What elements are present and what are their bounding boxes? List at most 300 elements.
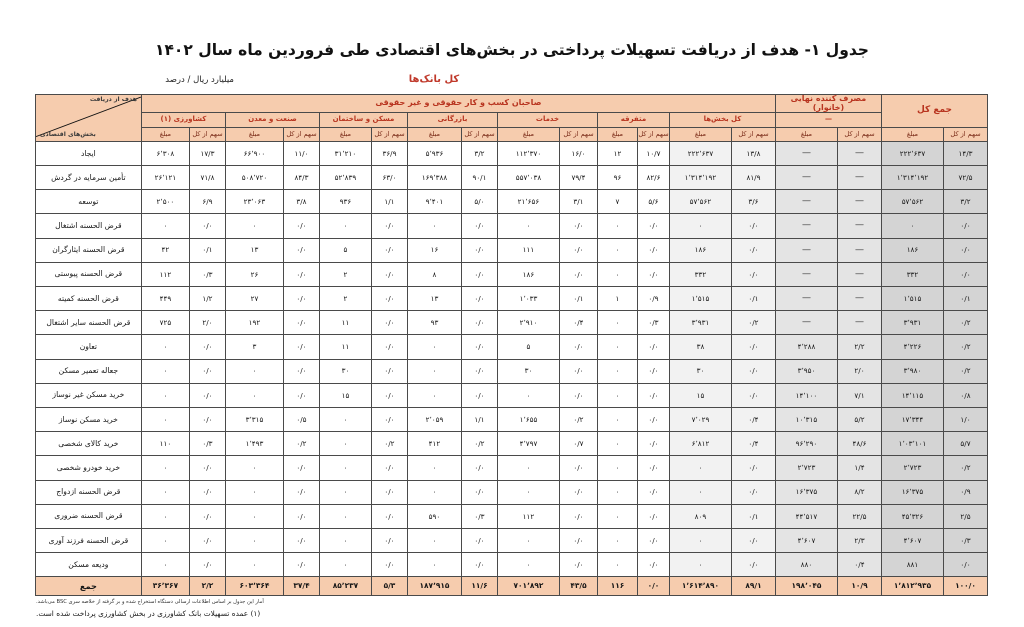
table-cell: ۲ <box>319 262 371 286</box>
table-cell: — <box>775 141 837 165</box>
table-cell: ۳۳۲ <box>881 262 943 286</box>
table-cell: ۱۶٬۳۷۵ <box>881 480 943 504</box>
table-cell: ۰/۲ <box>731 311 775 335</box>
table-cell: ۰ <box>407 214 461 238</box>
table-cell: ۰ <box>597 214 637 238</box>
table-header <box>35 95 987 142</box>
total-cell: ۶۰۳٬۳۶۴ <box>225 577 283 596</box>
table-row <box>35 504 987 528</box>
table-cell: ۰/۰ <box>559 359 597 383</box>
table-cell: ۰/۰ <box>559 383 597 407</box>
table-cell: — <box>775 166 837 190</box>
table-cell: ۷/۱ <box>837 383 881 407</box>
header-all-sectors: کل بخش‌ها <box>669 112 775 127</box>
table-cell: ۱٬۰۳٬۱۰۱ <box>881 432 943 456</box>
table-cell: ۴۱۲ <box>407 432 461 456</box>
table-cell: ۳۰ <box>319 359 371 383</box>
row-label: قرض الحسنه پیوستی <box>35 262 141 286</box>
table-cell: ۱۹۲ <box>225 311 283 335</box>
table-cell: ۳ <box>225 335 283 359</box>
table-cell: ۴۸/۶ <box>837 432 881 456</box>
table-cell: ۸۴/۳ <box>283 166 319 190</box>
table-cell: ۰ <box>141 456 189 480</box>
corner-label-sectors: بخش‌های اقتصادی <box>39 131 96 139</box>
table-cell: ۰ <box>497 553 559 577</box>
header-final-consumer: مصرف کننده نهایی (خانوار) <box>775 95 881 113</box>
table-cell: ۰/۰ <box>461 311 497 335</box>
leaf-share-allsectors: سهم از کل <box>731 127 775 141</box>
corner-header <box>35 95 141 142</box>
table-cell: ۰/۰ <box>371 504 407 528</box>
header-grand-total: جمع کل <box>881 95 987 128</box>
table-row <box>35 359 987 383</box>
table-cell: ۰ <box>141 528 189 552</box>
table-cell: ۷۱/۸ <box>189 166 225 190</box>
row-label: توسعه <box>35 190 141 214</box>
table-cell: ۰/۰ <box>944 214 988 238</box>
table-cell: ۰ <box>597 480 637 504</box>
table-cell: ۱۶/۰ <box>559 141 597 165</box>
table-row <box>35 407 987 431</box>
table-cell: ۶٬۸۱۲ <box>669 432 731 456</box>
table-cell: ۴۲ <box>141 238 189 262</box>
table-cell: ۰ <box>597 407 637 431</box>
table-cell: ۰/۰ <box>461 335 497 359</box>
table-cell: ۵٬۹۳۶ <box>407 141 461 165</box>
table-cell: ۰/۱ <box>944 287 988 311</box>
table-cell: ۹۳۶ <box>319 190 371 214</box>
total-cell: ۵/۳ <box>371 577 407 596</box>
table-cell: ۱۷/۳ <box>189 141 225 165</box>
table-cell: ۰ <box>319 214 371 238</box>
table-cell: ۰/۳ <box>461 504 497 528</box>
all-banks-label: کل بانک‌ها <box>408 74 460 86</box>
table-cell: ۰/۰ <box>559 456 597 480</box>
table-cell: ۳۶/۹ <box>371 141 407 165</box>
table-cell: ۰/۰ <box>189 528 225 552</box>
table-cell: ۰ <box>407 553 461 577</box>
table-cell: ۰ <box>597 553 637 577</box>
table-cell: — <box>837 190 881 214</box>
table-cell: ۰/۲ <box>944 359 988 383</box>
table-cell: ۵/۷ <box>944 432 988 456</box>
table-cell: ۱۴/۳ <box>944 141 988 165</box>
financial-table <box>35 94 988 596</box>
table-cell: ۰/۴ <box>837 553 881 577</box>
table-cell: — <box>837 262 881 286</box>
table-cell: — <box>775 287 837 311</box>
table-cell: ۰ <box>319 456 371 480</box>
table-cell: ۳/۲ <box>461 141 497 165</box>
footnote-source: آمار این جدول بر اساس اطلاعات ارسالی دستگاه استخراج شده و بر گرفته از خلاصه سری BSC می‌باشد. <box>36 599 264 606</box>
table-cell: ۰/۰ <box>371 262 407 286</box>
table-cell: ۰/۰ <box>371 335 407 359</box>
row-label: قرض الحسنه ضروری <box>35 504 141 528</box>
leaf-share-consumer: سهم از کل <box>837 127 881 141</box>
table-cell: ۰/۰ <box>371 553 407 577</box>
total-cell: ۱٬۸۱۲٬۹۳۵ <box>881 577 943 596</box>
table-cell: ۰ <box>141 407 189 431</box>
row-label: قرض الحسنه اشتغال <box>35 214 141 238</box>
table-row <box>35 287 987 311</box>
table-row <box>35 262 987 286</box>
table-cell: ۵ <box>497 335 559 359</box>
table-cell: ۰/۰ <box>283 359 319 383</box>
leaf-amount-misc: مبلغ <box>597 127 637 141</box>
leaf-amount-housing: مبلغ <box>319 127 371 141</box>
header-final-consumer-sub: — <box>775 112 881 127</box>
table-cell: ۰/۰ <box>189 335 225 359</box>
table-cell: ۱٬۵۱۵ <box>881 287 943 311</box>
row-label: خرید مسکن غیر نوساز <box>35 383 141 407</box>
table-cell: ۰ <box>319 480 371 504</box>
table-cell: ۱۳ <box>225 238 283 262</box>
table-cell: ۰/۱ <box>731 504 775 528</box>
table-cell: ۵۵۷٬۰۳۸ <box>497 166 559 190</box>
table-cell: ۰/۳ <box>944 528 988 552</box>
table-cell: ۱۴٬۱۰۰ <box>775 383 837 407</box>
table-cell: ۲٬۹۱۰ <box>497 311 559 335</box>
leaf-share-industry: سهم از کل <box>283 127 319 141</box>
table-cell: ۷۹/۴ <box>559 166 597 190</box>
table-cell: ۰ <box>141 480 189 504</box>
table-cell: ۴٬۷۹۷ <box>497 432 559 456</box>
table-cell: ۰ <box>141 335 189 359</box>
table-cell: ۰/۴ <box>731 407 775 431</box>
row-label: قرض الحسنه ازدواج <box>35 480 141 504</box>
leaf-amount-services: مبلغ <box>497 127 559 141</box>
table-cell: ۳٬۳۱۵ <box>225 407 283 431</box>
header-subgroup-row <box>35 112 987 127</box>
corner-label-purpose: هدف از دریافت <box>89 96 137 104</box>
table-cell: ۳۰ <box>669 359 731 383</box>
table-cell: ۳۱٬۲۱۰ <box>319 141 371 165</box>
table-cell: ۰ <box>597 311 637 335</box>
table-cell: ۰/۰ <box>461 359 497 383</box>
table-cell: ۰/۱ <box>559 287 597 311</box>
row-label: ودیعه مسکن <box>35 553 141 577</box>
leaf-share-grand: سهم از کل <box>944 127 988 141</box>
table-cell: ۴۴۹ <box>141 287 189 311</box>
table-cell: ۰/۰ <box>283 383 319 407</box>
table-cell: ۰/۰ <box>731 238 775 262</box>
table-cell: ۰ <box>141 383 189 407</box>
header-business-owners: صاحبان کسب و کار حقوقی و غیر حقوقی <box>141 95 775 113</box>
table-cell: ۰/۰ <box>731 335 775 359</box>
table-cell: ۰/۰ <box>283 504 319 528</box>
row-label: خرید خودرو شخصی <box>35 456 141 480</box>
table-cell: ۱۱۲٬۳۷۰ <box>497 141 559 165</box>
table-cell: ۲۳٬۰۶۳ <box>225 190 283 214</box>
table-cell: ۱۶٬۳۷۵ <box>775 480 837 504</box>
table-cell: ۰ <box>669 214 731 238</box>
table-cell: ۰/۰ <box>559 238 597 262</box>
table-row <box>35 383 987 407</box>
table-row <box>35 238 987 262</box>
leaf-share-housing: سهم از کل <box>371 127 407 141</box>
table-cell: ۰/۰ <box>189 456 225 480</box>
table-cell: ۰/۴ <box>731 432 775 456</box>
table-cell: ۴۵٬۳۲۶ <box>881 504 943 528</box>
table-cell: ۱۰٬۳۱۵ <box>775 407 837 431</box>
table-cell: ۰ <box>597 238 637 262</box>
total-cell: ۳۶٬۳۶۷ <box>141 577 189 596</box>
table-cell: ۰ <box>319 528 371 552</box>
table-cell: ۵۹۰ <box>407 504 461 528</box>
table-cell: ۶/۹ <box>189 190 225 214</box>
table-cell: ۰ <box>319 504 371 528</box>
table-cell: ۱۱ <box>319 311 371 335</box>
table-cell: ۰/۱ <box>189 238 225 262</box>
table-cell: ۰ <box>669 528 731 552</box>
table-cell: ۱۲ <box>597 141 637 165</box>
row-label: تعاون <box>35 335 141 359</box>
page-title: جدول ۱- هدف از دریافت تسهیلات پرداختی در بخش‌های اقتصادی طی فروردین ماه سال ۱۴۰۲ <box>155 41 869 59</box>
table-cell: ۵/۶ <box>637 190 669 214</box>
table-cell: ۰ <box>597 335 637 359</box>
table-cell: ۰/۰ <box>371 383 407 407</box>
table-row <box>35 166 987 190</box>
table-cell: ۵/۰ <box>461 190 497 214</box>
table-cell: ۰/۴ <box>559 311 597 335</box>
table-cell: ۴۴٬۵۱۷ <box>775 504 837 528</box>
table-cell: ۰ <box>407 456 461 480</box>
table-cell: ۰/۰ <box>461 383 497 407</box>
table-cell: ۰/۰ <box>283 528 319 552</box>
table-cell: ۰/۰ <box>731 359 775 383</box>
table-cell: — <box>775 311 837 335</box>
table-cell: ۳٬۹۳۱ <box>881 311 943 335</box>
table-cell: — <box>837 166 881 190</box>
header-commerce: بازرگانی <box>407 112 497 127</box>
row-label: خرید کالای شخصی <box>35 432 141 456</box>
header-group-row <box>35 95 987 113</box>
table-cell: ۱۸۶ <box>497 262 559 286</box>
table-cell: ۰/۰ <box>189 214 225 238</box>
table-cell: ۰/۰ <box>559 262 597 286</box>
table-cell: ۰ <box>597 504 637 528</box>
table-cell: ۰ <box>141 214 189 238</box>
table-cell: ۰ <box>141 553 189 577</box>
table-cell: ۴٬۲۲۶ <box>881 335 943 359</box>
table-cell: ۰/۳ <box>189 432 225 456</box>
table-cell: ۰/۰ <box>371 359 407 383</box>
table-cell: ۰/۲ <box>944 456 988 480</box>
table-cell: ۲/۳ <box>837 528 881 552</box>
table-cell: ۰/۰ <box>559 504 597 528</box>
table-cell: ۰/۰ <box>637 383 669 407</box>
table-cell: ۱۱۰ <box>141 432 189 456</box>
table-cell: ۰/۰ <box>731 553 775 577</box>
table-cell: ۰ <box>597 432 637 456</box>
table-cell: ۰ <box>141 359 189 383</box>
table-row <box>35 553 987 577</box>
table-cell: ۰ <box>319 407 371 431</box>
row-label: تأمین سرمایه در گردش <box>35 166 141 190</box>
table-cell: ۵۰۸٬۷۲۰ <box>225 166 283 190</box>
table-cell: ۴٬۲۸۸ <box>775 335 837 359</box>
table-cell: ۰ <box>407 480 461 504</box>
table-cell: ۰ <box>597 383 637 407</box>
footnotes <box>36 599 988 618</box>
table-cell: ۰/۰ <box>371 214 407 238</box>
table-cell: ۱۰/۷ <box>637 141 669 165</box>
leaf-share-agriculture: سهم از کل <box>189 127 225 141</box>
header-agriculture: کشاورزی (۱) <box>141 112 225 127</box>
table-cell: ۵ <box>319 238 371 262</box>
table-cell: ۰/۵ <box>283 407 319 431</box>
table-cell: ۵۲٬۸۳۹ <box>319 166 371 190</box>
table-row <box>35 432 987 456</box>
table-cell: ۲٬۵۰۰ <box>141 190 189 214</box>
table-cell: ۲/۰ <box>837 359 881 383</box>
table-cell: ۰ <box>497 528 559 552</box>
table-total-row <box>35 577 987 596</box>
table-cell: ۰/۳ <box>189 262 225 286</box>
table-cell: ۵۷٬۵۶۲ <box>881 190 943 214</box>
table-cell: ۰/۰ <box>731 456 775 480</box>
table-row <box>35 190 987 214</box>
table-cell: ۰ <box>669 456 731 480</box>
table-cell: ۱۶ <box>407 238 461 262</box>
table-cell: ۷٬۰۲۹ <box>669 407 731 431</box>
table-cell: ۰ <box>319 432 371 456</box>
table-cell: ۰/۰ <box>637 214 669 238</box>
table-cell: ۱٬۵۱۵ <box>669 287 731 311</box>
table-cell: ۰/۰ <box>559 553 597 577</box>
row-label: قرض الحسنه فرزند آوری <box>35 528 141 552</box>
table-cell: ۰/۰ <box>371 528 407 552</box>
table-cell: ۵۷٬۵۶۲ <box>669 190 731 214</box>
table-cell: ۲/۰ <box>189 311 225 335</box>
table-cell: ۱/۴ <box>837 456 881 480</box>
table-cell: ۰ <box>407 335 461 359</box>
table-cell: ۲/۵ <box>944 504 988 528</box>
header-industry: صنعت و معدن <box>225 112 319 127</box>
table-cell: ۰/۰ <box>371 480 407 504</box>
table-cell: — <box>775 238 837 262</box>
table-row <box>35 214 987 238</box>
table-cell: ۲۷ <box>225 287 283 311</box>
table-cell: ۳۳۲ <box>669 262 731 286</box>
table-cell: ۰/۰ <box>637 528 669 552</box>
table-cell: ۱۱۱ <box>497 238 559 262</box>
table-cell: ۱ <box>597 287 637 311</box>
table-cell: ۲٬۷۲۳ <box>775 456 837 480</box>
total-row-label: جمع <box>35 577 141 596</box>
table-body <box>35 141 987 595</box>
table-cell: ۰/۰ <box>637 456 669 480</box>
table-cell: ۰/۹ <box>637 287 669 311</box>
row-label: قرض الحسنه سایر اشتغال <box>35 311 141 335</box>
table-cell: ۸۸۱ <box>881 553 943 577</box>
table-cell: ۰/۲ <box>283 432 319 456</box>
table-cell: ۰ <box>225 456 283 480</box>
table-cell: ۰ <box>225 528 283 552</box>
table-cell: ۹۶ <box>597 166 637 190</box>
table-cell: ۶۳/۰ <box>371 166 407 190</box>
leaf-amount-grand: مبلغ <box>881 127 943 141</box>
table-cell: ۶۶٬۹۰۰ <box>225 141 283 165</box>
table-cell: ۰ <box>669 553 731 577</box>
table-cell: ۰/۰ <box>189 407 225 431</box>
total-cell: ۱۰۰/۰ <box>944 577 988 596</box>
table-cell: ۰/۰ <box>283 456 319 480</box>
table-cell: ۰/۰ <box>283 238 319 262</box>
table-cell: — <box>837 287 881 311</box>
table-cell: ۸۰۹ <box>669 504 731 528</box>
header-misc: متفرقه <box>597 112 669 127</box>
row-label: قرض الحسنه کمیته <box>35 287 141 311</box>
table-cell: — <box>837 214 881 238</box>
table-cell: ۱/۱ <box>371 190 407 214</box>
table-cell: ۰/۰ <box>559 528 597 552</box>
table-cell: ۰ <box>319 553 371 577</box>
table-cell: ۱/۱ <box>461 407 497 431</box>
table-cell: ۰/۰ <box>371 238 407 262</box>
table-cell: ۱۱/۰ <box>283 141 319 165</box>
table-cell: — <box>775 190 837 214</box>
table-cell: ۱۷٬۳۴۴ <box>881 407 943 431</box>
table-cell: ۰ <box>597 359 637 383</box>
table-cell: ۱۵ <box>319 383 371 407</box>
table-row <box>35 480 987 504</box>
table-cell: ۰/۰ <box>371 456 407 480</box>
table-cell: ۰/۰ <box>559 214 597 238</box>
table-cell: ۰/۰ <box>559 480 597 504</box>
table-cell: ۰/۰ <box>637 432 669 456</box>
table-cell: — <box>837 141 881 165</box>
table-cell: ۹۰/۱ <box>461 166 497 190</box>
table-cell: ۰/۰ <box>731 528 775 552</box>
table-cell: ۰/۰ <box>189 480 225 504</box>
table-cell: ۰/۲ <box>944 335 988 359</box>
table-cell: ۹۳ <box>407 311 461 335</box>
table-cell: ۰/۰ <box>461 214 497 238</box>
table-cell: ۰/۰ <box>371 287 407 311</box>
total-cell: ۱۱/۶ <box>461 577 497 596</box>
table-cell: ۱/۰ <box>944 407 988 431</box>
table-cell: ۵/۲ <box>837 407 881 431</box>
table-cell: ۰/۰ <box>731 480 775 504</box>
table-cell: ۲۲/۵ <box>837 504 881 528</box>
table-cell: — <box>837 311 881 335</box>
table-cell: ۳٬۹۵۰ <box>775 359 837 383</box>
table-cell: ۰ <box>497 383 559 407</box>
table-row <box>35 141 987 165</box>
table-cell: ۰ <box>225 383 283 407</box>
total-cell: ۱٬۶۱۴٬۸۹۰ <box>669 577 731 596</box>
table-cell: ۰/۰ <box>461 528 497 552</box>
table-cell: ۰/۰ <box>189 383 225 407</box>
caption-row <box>0 74 1024 94</box>
table-cell: ۰ <box>225 480 283 504</box>
table-cell: ۰/۰ <box>283 214 319 238</box>
table-cell: ۹٬۴۰۱ <box>407 190 461 214</box>
table-cell: ۰/۰ <box>637 480 669 504</box>
leaf-share-misc: سهم از کل <box>637 127 669 141</box>
leaf-amount-allsectors: مبلغ <box>669 127 731 141</box>
table-cell: ۰/۰ <box>189 553 225 577</box>
table-cell: ۰/۰ <box>189 504 225 528</box>
table-cell: ۸۱/۹ <box>731 166 775 190</box>
table-cell: ۱۳ <box>407 287 461 311</box>
leaf-amount-agriculture: مبلغ <box>141 127 189 141</box>
table-cell: ۱۸۶ <box>669 238 731 262</box>
table-cell: ۳/۲ <box>944 190 988 214</box>
table-cell: ۱۱ <box>319 335 371 359</box>
table-cell: ۲٬۰۵۹ <box>407 407 461 431</box>
